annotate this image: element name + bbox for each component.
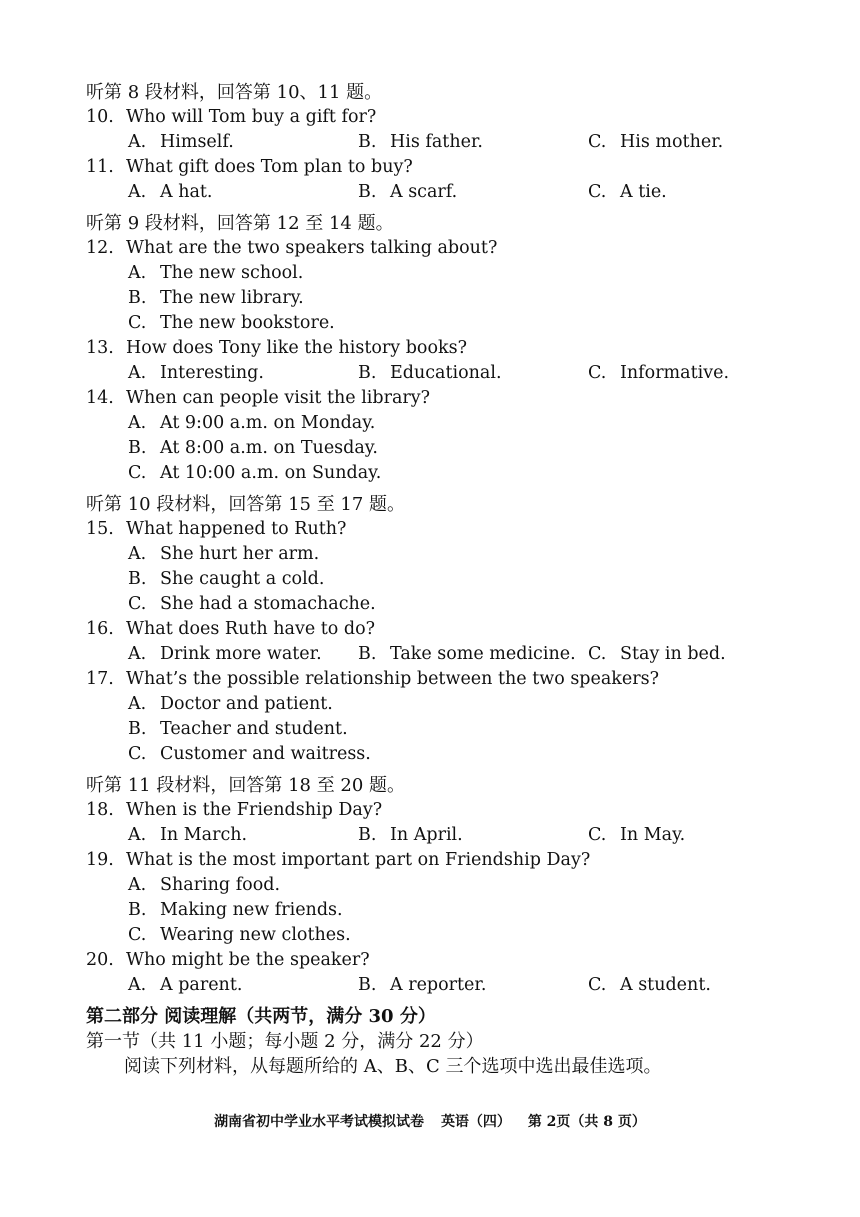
answer-option[interactable] bbox=[128, 130, 234, 155]
options-row bbox=[86, 923, 786, 948]
part-two-instruction: 阅读下列材料，从每题所给的 A、B、C 三个选项中选出最佳选项。 bbox=[124, 1056, 662, 1077]
question-text: Who will Tom buy a gift for? bbox=[126, 107, 377, 127]
options-row bbox=[86, 742, 786, 767]
option-text: In April. bbox=[390, 825, 463, 845]
option-text: Stay in bed. bbox=[620, 644, 726, 664]
section-header: 听第 8 段材料，回答第 10、11 题。 bbox=[86, 82, 383, 103]
option-text: The new library. bbox=[160, 288, 304, 308]
option-letter: A. bbox=[128, 644, 147, 664]
answer-option[interactable] bbox=[128, 567, 324, 592]
option-letter: B. bbox=[128, 719, 147, 739]
option-letter: A. bbox=[128, 694, 147, 714]
option-text: A tie. bbox=[620, 182, 667, 202]
question-number: 15. bbox=[86, 519, 114, 539]
option-text: The new bookstore. bbox=[160, 313, 335, 333]
question-stem bbox=[86, 336, 786, 361]
option-letter: C. bbox=[128, 744, 147, 764]
section-header: 听第 11 段材料，回答第 18 至 20 题。 bbox=[86, 775, 406, 796]
option-text: A parent. bbox=[160, 975, 243, 995]
options-row bbox=[86, 823, 786, 848]
option-letter: A. bbox=[128, 975, 147, 995]
option-letter: B. bbox=[358, 363, 377, 383]
answer-option[interactable] bbox=[128, 742, 371, 767]
answer-option[interactable] bbox=[128, 692, 333, 717]
options-row bbox=[86, 542, 786, 567]
answer-option[interactable] bbox=[128, 717, 348, 742]
option-letter: C. bbox=[588, 363, 607, 383]
option-letter: B. bbox=[128, 438, 147, 458]
section-header: 听第 10 段材料，回答第 15 至 17 题。 bbox=[86, 494, 406, 515]
option-text: She hurt her arm. bbox=[160, 544, 320, 564]
option-letter: A. bbox=[128, 544, 147, 564]
answer-option[interactable] bbox=[128, 261, 303, 286]
option-letter: C. bbox=[128, 313, 147, 333]
question-stem bbox=[86, 236, 786, 261]
option-text: A hat. bbox=[160, 182, 213, 202]
question-stem bbox=[86, 667, 786, 692]
question-stem bbox=[86, 948, 786, 973]
answer-option[interactable] bbox=[588, 130, 723, 155]
answer-option[interactable] bbox=[128, 823, 247, 848]
options-row bbox=[86, 567, 786, 592]
answer-option[interactable] bbox=[128, 642, 322, 667]
option-letter: A. bbox=[128, 132, 147, 152]
question-text: Who might be the speaker? bbox=[126, 950, 370, 970]
options-row bbox=[86, 692, 786, 717]
footer-page-number: 第 2页（共 8 页） bbox=[527, 1114, 646, 1130]
options-row bbox=[86, 361, 786, 386]
option-letter: A. bbox=[128, 363, 147, 383]
option-letter: C. bbox=[588, 825, 607, 845]
answer-option[interactable] bbox=[128, 361, 264, 386]
part-two-subtitle: 第一节（共 11 小题；每小题 2 分，满分 22 分） bbox=[86, 1031, 484, 1052]
listening-content bbox=[86, 80, 786, 1079]
options-row bbox=[86, 973, 786, 998]
option-letter: A. bbox=[128, 825, 147, 845]
answer-option[interactable] bbox=[588, 823, 685, 848]
question-stem bbox=[86, 386, 786, 411]
option-text: A student. bbox=[620, 975, 711, 995]
question-number: 12. bbox=[86, 238, 114, 258]
option-text: Customer and waitress. bbox=[160, 744, 371, 764]
question-text: What gift does Tom plan to buy? bbox=[126, 157, 413, 177]
option-text: In May. bbox=[620, 825, 686, 845]
option-letter: C. bbox=[128, 463, 147, 483]
answer-option[interactable] bbox=[588, 180, 667, 205]
options-row bbox=[86, 898, 786, 923]
options-row bbox=[86, 461, 786, 486]
option-text: Educational. bbox=[390, 363, 502, 383]
option-text: Informative. bbox=[620, 363, 730, 383]
answer-option[interactable] bbox=[128, 923, 351, 948]
question-number: 11. bbox=[86, 157, 114, 177]
options-row bbox=[86, 180, 786, 205]
options-row bbox=[86, 286, 786, 311]
answer-option[interactable] bbox=[128, 311, 335, 336]
option-letter: C. bbox=[128, 594, 147, 614]
question-number: 16. bbox=[86, 619, 114, 639]
question-text: When can people visit the library? bbox=[126, 388, 431, 408]
answer-option[interactable] bbox=[358, 823, 463, 848]
option-text: His mother. bbox=[620, 132, 724, 152]
options-row bbox=[86, 592, 786, 617]
question-text: What is the most important part on Friendship Day? bbox=[126, 850, 591, 870]
option-letter: B. bbox=[358, 132, 377, 152]
option-letter: C. bbox=[588, 132, 607, 152]
options-row bbox=[86, 436, 786, 461]
option-text: At 8:00 a.m. on Tuesday. bbox=[160, 438, 378, 458]
option-letter: C. bbox=[588, 975, 607, 995]
answer-option[interactable] bbox=[128, 873, 280, 898]
options-row bbox=[86, 311, 786, 336]
option-letter: A. bbox=[128, 413, 147, 433]
option-text: Sharing food. bbox=[160, 875, 281, 895]
option-letter: A. bbox=[128, 875, 147, 895]
option-text: At 10:00 a.m. on Sunday. bbox=[160, 463, 382, 483]
option-text: Making new friends. bbox=[160, 900, 343, 920]
question-text: What happened to Ruth? bbox=[126, 519, 347, 539]
options-row bbox=[86, 411, 786, 436]
question-number: 18. bbox=[86, 800, 114, 820]
answer-option[interactable] bbox=[358, 180, 457, 205]
question-stem bbox=[86, 798, 786, 823]
option-letter: B. bbox=[358, 975, 377, 995]
answer-option[interactable] bbox=[128, 180, 213, 205]
question-number: 17. bbox=[86, 669, 114, 689]
part-two-title: 第二部分 阅读理解（共两节，满分 30 分） bbox=[86, 1006, 436, 1027]
options-row bbox=[86, 130, 786, 155]
option-text: At 9:00 a.m. on Monday. bbox=[160, 413, 376, 433]
question-number: 13. bbox=[86, 338, 114, 358]
answer-option[interactable] bbox=[358, 361, 502, 386]
question-number: 19. bbox=[86, 850, 114, 870]
option-letter: A. bbox=[128, 182, 147, 202]
option-letter: B. bbox=[128, 288, 147, 308]
answer-option[interactable] bbox=[358, 973, 486, 998]
footer-subject: 英语（四） bbox=[440, 1114, 511, 1130]
answer-option[interactable] bbox=[128, 592, 376, 617]
section-header: 听第 9 段材料，回答第 12 至 14 题。 bbox=[86, 213, 394, 234]
answer-option[interactable] bbox=[358, 642, 576, 667]
option-letter: C. bbox=[588, 182, 607, 202]
option-text: Take some medicine. bbox=[390, 644, 576, 664]
options-row bbox=[86, 717, 786, 742]
answer-option[interactable] bbox=[128, 542, 319, 567]
option-text: Himself. bbox=[160, 132, 234, 152]
option-text: The new school. bbox=[160, 263, 304, 283]
option-text: Teacher and student. bbox=[160, 719, 348, 739]
question-number: 14. bbox=[86, 388, 114, 408]
question-stem bbox=[86, 105, 786, 130]
option-text: Wearing new clothes. bbox=[160, 925, 351, 945]
question-number: 10. bbox=[86, 107, 114, 127]
question-text: What’s the possible relationship between the two speakers? bbox=[126, 669, 659, 689]
option-text: A scarf. bbox=[390, 182, 458, 202]
answer-option[interactable] bbox=[128, 411, 375, 436]
question-number: 20. bbox=[86, 950, 114, 970]
option-letter: C. bbox=[128, 925, 147, 945]
question-text: What are the two speakers talking about? bbox=[126, 238, 498, 258]
option-letter: B. bbox=[128, 569, 147, 589]
answer-option[interactable] bbox=[128, 436, 378, 461]
option-letter: B. bbox=[128, 900, 147, 920]
option-text: She had a stomachache. bbox=[160, 594, 376, 614]
question-text: When is the Friendship Day? bbox=[126, 800, 383, 820]
answer-option[interactable] bbox=[588, 361, 729, 386]
answer-option[interactable] bbox=[128, 973, 242, 998]
answer-option[interactable] bbox=[588, 973, 711, 998]
question-stem bbox=[86, 848, 786, 873]
options-row bbox=[86, 261, 786, 286]
option-letter: B. bbox=[358, 825, 377, 845]
options-row bbox=[86, 873, 786, 898]
question-stem bbox=[86, 155, 786, 180]
options-row bbox=[86, 642, 786, 667]
answer-option[interactable] bbox=[358, 130, 483, 155]
option-letter: A. bbox=[128, 263, 147, 283]
answer-option[interactable] bbox=[128, 461, 381, 486]
question-stem bbox=[86, 617, 786, 642]
question-stem bbox=[86, 517, 786, 542]
option-text: His father. bbox=[390, 132, 483, 152]
answer-option[interactable] bbox=[588, 642, 726, 667]
option-text: Drink more water. bbox=[160, 644, 322, 664]
option-text: Doctor and patient. bbox=[160, 694, 333, 714]
option-text: Interesting. bbox=[160, 363, 264, 383]
footer-exam-title: 湖南省初中学业水平考试模拟试卷 bbox=[214, 1114, 425, 1130]
option-letter: B. bbox=[358, 182, 377, 202]
option-text: In March. bbox=[160, 825, 248, 845]
option-letter: B. bbox=[358, 644, 377, 664]
question-text: How does Tony like the history books? bbox=[126, 338, 467, 358]
answer-option[interactable] bbox=[128, 898, 343, 923]
option-letter: C. bbox=[588, 644, 607, 664]
question-text: What does Ruth have to do? bbox=[126, 619, 375, 639]
page-footer bbox=[0, 1111, 860, 1131]
option-text: She caught a cold. bbox=[160, 569, 325, 589]
option-text: A reporter. bbox=[390, 975, 487, 995]
answer-option[interactable] bbox=[128, 286, 304, 311]
